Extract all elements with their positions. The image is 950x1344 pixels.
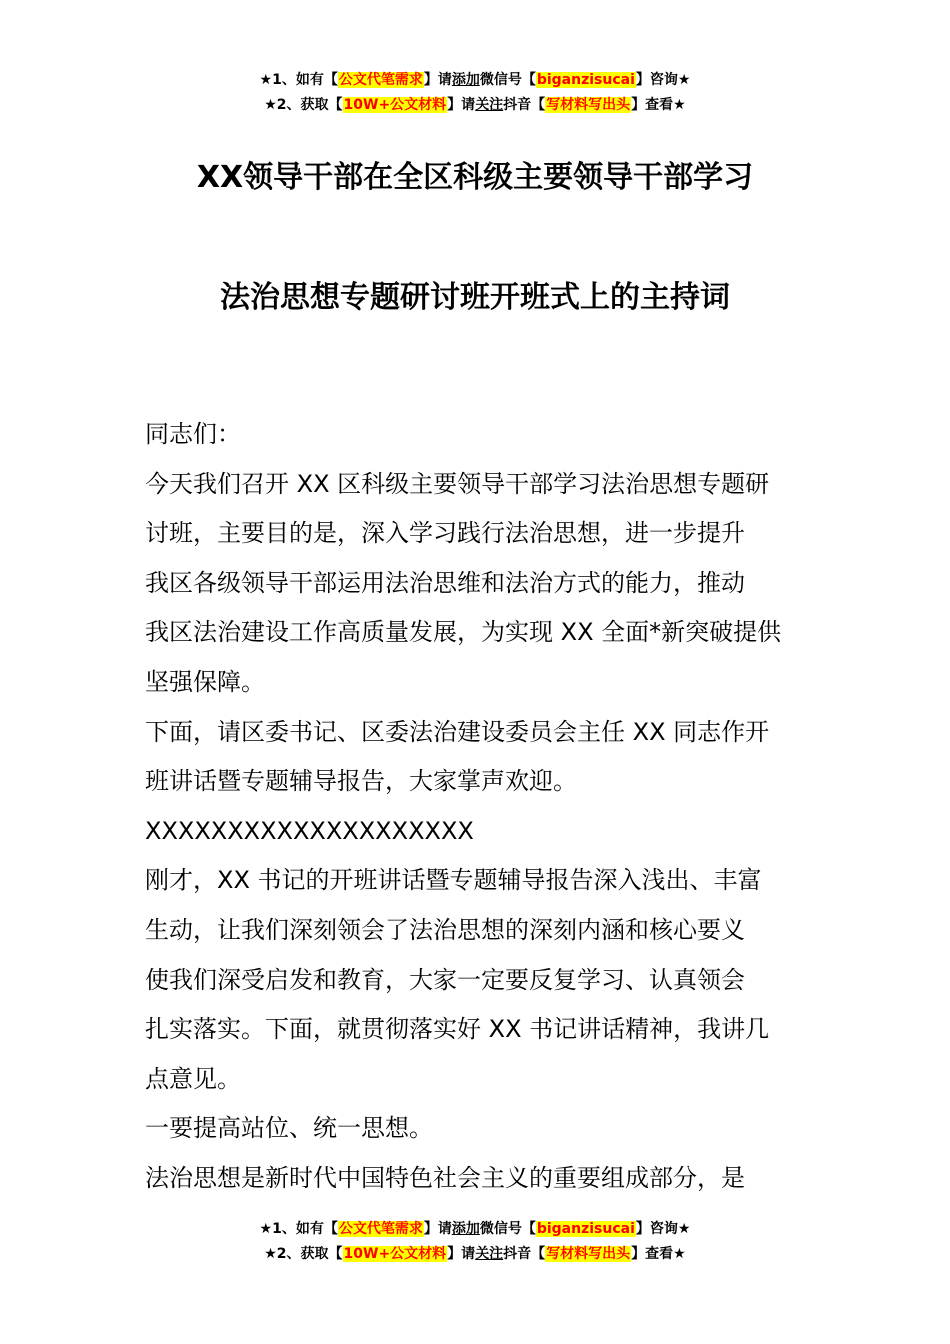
body-line: 同志们： xyxy=(145,420,241,448)
body-line: 使我们深受启发和教育，大家一定要反复学习、认真领会 xyxy=(145,965,745,994)
banner-text: 】查看★ xyxy=(631,1246,686,1262)
body-line: 刚才，XX 书记的开班讲话暨专题辅导报告深入浅出、丰富 xyxy=(145,866,762,895)
footer-banner xyxy=(0,1217,950,1267)
banner-text: 抖音【 xyxy=(503,1246,546,1262)
banner-text: 】咨询★ xyxy=(635,72,691,88)
banner-text: 】请 xyxy=(447,97,476,113)
body-line: 法治思想是新时代中国特色社会主义的重要组成部分，是 xyxy=(145,1163,745,1192)
banner-text: ★1、如有【 xyxy=(259,1221,338,1237)
banner-underlined: 关注 xyxy=(475,1246,504,1262)
banner-line-1 xyxy=(0,1217,950,1242)
body-line: 一要提高站位、统一思想。 xyxy=(145,1114,433,1143)
banner-underlined: 添加 xyxy=(451,1221,480,1237)
banner-highlight: 写材料写出头 xyxy=(546,1246,631,1262)
banner-text: 抖音【 xyxy=(503,97,546,113)
body-line: 我区法治建设工作高质量发展，为实现 XX 全面*新突破提供 xyxy=(145,618,782,647)
body-line: 下面，请区委书记、区委法治建设委员会主任 XX 同志作开 xyxy=(145,717,770,746)
banner-highlight: 10W+公文材料 xyxy=(343,1246,447,1262)
banner-text: ★2、获取【 xyxy=(264,1246,343,1262)
banner-line-1 xyxy=(0,68,950,93)
body-line: 班讲话暨专题辅导报告，大家掌声欢迎。 xyxy=(145,767,577,796)
banner-text: 】咨询★ xyxy=(635,1221,691,1237)
body-line: 点意见。 xyxy=(145,1064,241,1093)
banner-underlined: 添加 xyxy=(451,72,480,88)
banner-highlight: 10W+公文材料 xyxy=(343,97,447,113)
banner-highlight: 写材料写出头 xyxy=(546,97,631,113)
banner-text: 微信号【 xyxy=(479,1221,536,1237)
banner-text: 微信号【 xyxy=(479,72,536,88)
banner-underlined: 关注 xyxy=(475,97,504,113)
banner-line-2 xyxy=(0,93,950,118)
body-line: 坚强保障。 xyxy=(145,667,265,696)
banner-text: ★1、如有【 xyxy=(259,72,338,88)
banner-highlight: 公文代笔需求 xyxy=(338,72,423,88)
document-title-line-2: 法治思想专题研讨班开班式上的主持词 xyxy=(220,280,730,315)
body-line: XXXXXXXXXXXXXXXXXXXX xyxy=(145,816,474,845)
document-body xyxy=(145,410,810,1204)
body-line: 扎实落实。下面，就贯彻落实好 XX 书记讲话精神，我讲几 xyxy=(145,1015,770,1044)
banner-line-2 xyxy=(0,1242,950,1267)
banner-text: ★2、获取【 xyxy=(264,97,343,113)
banner-text: 】查看★ xyxy=(631,97,686,113)
banner-highlight: biganzisucai xyxy=(536,1221,635,1237)
body-line: 我区各级领导干部运用法治思维和法治方式的能力，推动 xyxy=(145,568,745,597)
body-line: 讨班，主要目的是，深入学习践行法治思想，进一步提升 xyxy=(145,519,745,548)
banner-highlight: biganzisucai xyxy=(536,72,635,88)
body-line: 生动，让我们深刻领会了法治思想的深刻内涵和核心要义 xyxy=(145,915,745,944)
banner-text: 】请 xyxy=(423,72,452,88)
banner-highlight: 公文代笔需求 xyxy=(338,1221,423,1237)
banner-text: 】请 xyxy=(447,1246,476,1262)
header-banner xyxy=(0,68,950,118)
banner-text: 】请 xyxy=(423,1221,452,1237)
document-title-line-1: XX领导干部在全区科级主要领导干部学习 xyxy=(196,160,754,195)
body-line: 今天我们召开 XX 区科级主要领导干部学习法治思想专题研 xyxy=(145,469,770,498)
